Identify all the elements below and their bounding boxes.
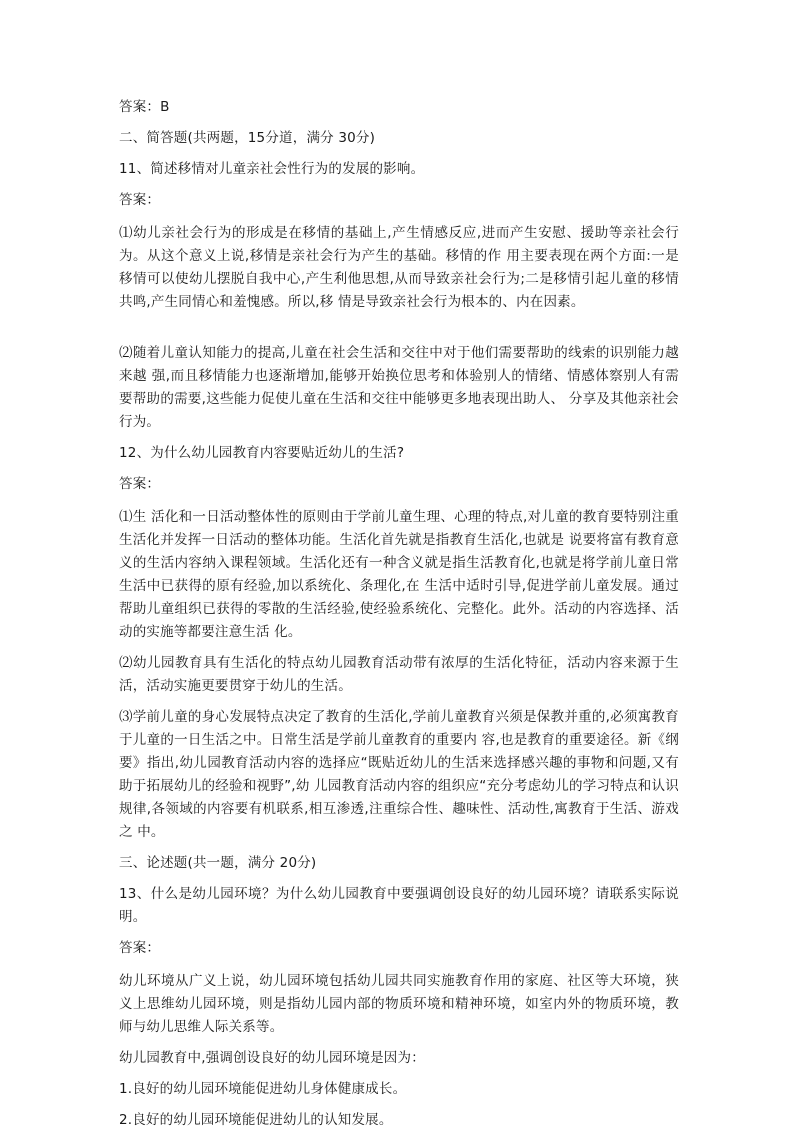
q11-answer-p2: ⑵随着儿童认知能力的提高,儿童在社会生活和交往中对于他们需要帮助的线索的识别能力越来越 强,而且移情能力也逐渐增加,能够开始换位思考和体验别人的情绪、情感体察别人有需要帮助的需要,这些能力促使儿童在生活和交往中能够更多地表现出助人、 分享及其他亲社会行为。 (119, 345, 679, 430)
q11-answer-p1: ⑴幼儿亲社会行为的形成是在移情的基础上,产生情感反应,进而产生安慰、援助等亲社会行为。从这个意义上说,移情是亲社会行为产生的基础。移情的作 用主要表现在两个方面:一是移情可以使幼儿摆脱自我中心,产生利他思想,从而导致亲社会行为;二是移情引起儿童的移情共鸣,产生同情心和羞愧感。所以,移 情是导致亲社会行为根本的、内在因素。 (119, 225, 679, 310)
q10-answer: 答案：B (119, 99, 170, 115)
q13-answer-label: 答案： (119, 940, 161, 956)
q13-answer-p2: 幼儿园教育中,强调创设良好的幼儿园环境是因为： (119, 1050, 425, 1066)
q11-question: 11、简述移情对儿童亲社会性行为的发展的影响。 (119, 161, 425, 177)
section3-heading: 三、论述题(共一题，满分 20分) (119, 855, 317, 871)
document-body (119, 96, 679, 1132)
q13-list-item-1: 1.良好的幼儿园环境能促进幼儿身体健康成长。 (119, 1081, 407, 1097)
q12-answer-p2: ⑵幼儿园教育具有生活化的特点幼儿园教育活动带有浓厚的生活化特征，活动内容来源于生活，活动实施更要贯穿于幼儿的生活。 (119, 655, 679, 694)
q12-question: 12、为什么幼儿园教育内容要贴近幼儿的生活? (119, 445, 405, 461)
q13-question: 13、什么是幼儿园环境？为什么幼儿园教育中要强调创设良好的幼儿园环境？请联系实际说明。 (119, 886, 679, 925)
q13-answer-p1: 幼儿环境从广义上说，幼儿园环境包括幼儿园共同实施教育作用的家庭、社区等大环境，狭义上思维幼儿园环境，则是指幼儿园内部的物质环境和精神环境，如室内外的物质环境，教师与幼儿思维人际关系等。 (119, 973, 679, 1035)
q13-list-item-2: 2.良好的幼儿园环境能促进幼儿的认知发展。 (119, 1112, 393, 1128)
q12-answer-label: 答案： (119, 476, 161, 492)
q11-answer-label: 答案： (119, 192, 161, 208)
section2-heading: 二、简答题(共两题，15分道，满分 30分) (119, 130, 376, 146)
q12-answer-p1: ⑴生 活化和一日活动整体性的原则由于学前儿童生理、心理的特点,对儿童的教育要特别注重生活化并发挥一日活动的整体功能。生活化首先就是指教育生活化,也就是 说要将富有教育意义的生活内容纳入课程领域。生活化还有一种含义就是指生活教育化,也就是将学前儿童日常生活中已获得的原有经验,加以系统化、条理化,在 生活中适时引导,促进学前儿童发展。通过帮助儿童组织已获得的零散的生活经验,使经验系统化、完整化。此外。活动的内容选择、活动的实施等都要注意生活 化。 (119, 509, 679, 640)
q12-answer-p3: ⑶学前儿童的身心发展特点决定了教育的生活化,学前儿童教育兴须是保教并重的,必须寓教育于儿童的一日生活之中。日常生活是学前儿童教育的重要内 容,也是教育的重要途径。新《纲要》指出,幼儿园教育活动内容的选择应“既贴近幼儿的生活来选择感兴趣的事物和问题,又有助于拓展幼儿的经验和视野”,幼 儿园教育活动内容的组织应“充分考虑幼儿的学习特点和认识规律,各领域的内容要有机联系,相互渗透,注重综合性、趣味性、活动性,寓教育于生活、游戏之 中。 (119, 709, 679, 840)
